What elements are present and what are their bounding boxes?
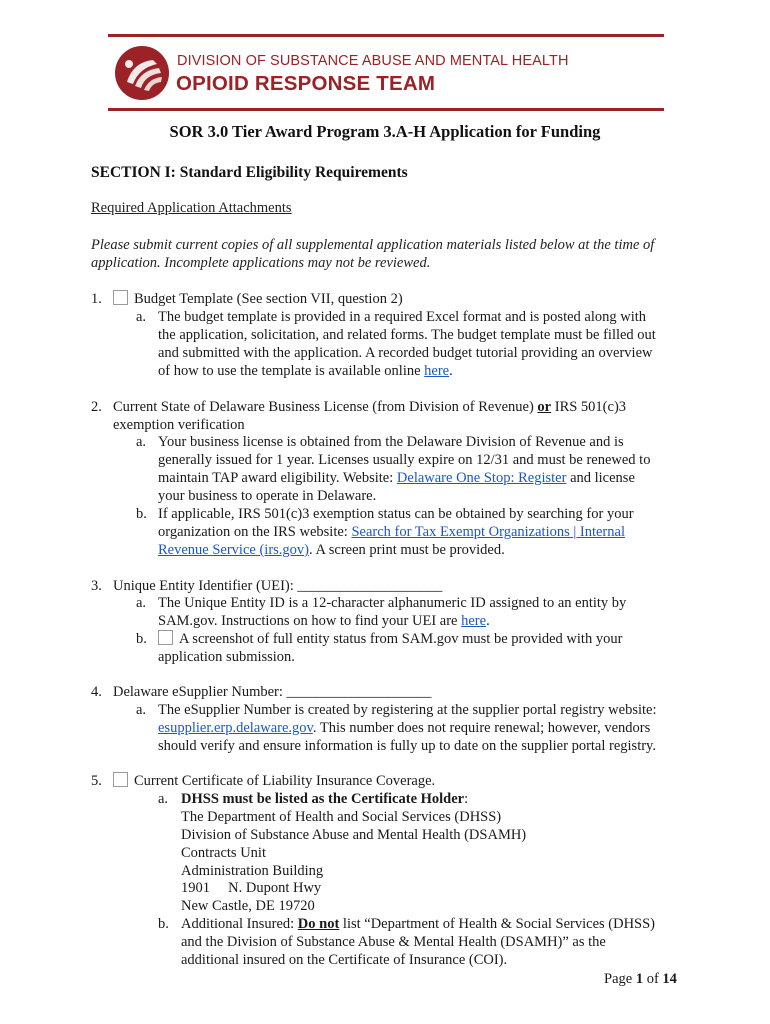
list-text: If applicable, IRS 501(c)3 exemption status can be obtained by searching for your	[158, 506, 634, 522]
list-text-segment: of how to use the template is available online	[158, 363, 425, 379]
page-number-footer	[604, 971, 677, 988]
budget-tutorial-link[interactable]: here	[424, 363, 450, 379]
budget-template-checkbox[interactable]	[113, 290, 128, 305]
list-text: application submission.	[158, 649, 295, 665]
item-number: 5.	[91, 773, 102, 789]
list-text	[158, 469, 635, 487]
item-title-segment: Current State of Delaware Business License (from Division of Revenue)	[113, 399, 538, 415]
item-title: Budget Template (See section VII, question 2)	[134, 291, 403, 307]
page-label: Page	[604, 971, 636, 987]
list-text-segment: .	[449, 363, 453, 379]
dsamh-logo-icon	[113, 44, 171, 102]
list-text: A screenshot of full entity status from SAM.gov must be provided with your	[179, 631, 623, 647]
header-team-name: OPIOID RESPONSE TEAM	[176, 72, 436, 95]
item-number: 4.	[91, 684, 102, 700]
insurance-certificate-checkbox[interactable]	[113, 772, 128, 787]
total-pages-number: 14	[662, 971, 677, 987]
list-text: the application, solicitation, and related forms. The budget template must be filled out	[158, 327, 656, 343]
list-text-segment: Additional Insured:	[181, 916, 298, 932]
list-text-segment: list “Department of Health & Social Services (DHSS)	[339, 916, 656, 932]
list-text: additional insured on the Certificate of Insurance (COI).	[181, 952, 508, 968]
esupplier-portal-link[interactable]: esupplier.erp.delaware.gov	[158, 720, 313, 736]
list-text	[181, 915, 655, 933]
header-bottom-rule	[108, 108, 664, 111]
list-text: should verify and ensure information is fully up to date on the supplier portal registry.	[158, 738, 656, 754]
address-line: 1901 N. Dupont Hwy	[181, 880, 322, 896]
list-text-segment: :	[464, 791, 469, 807]
list-text-segment: . A screen print must be provided.	[309, 542, 505, 558]
certificate-holder-heading	[181, 790, 468, 808]
list-text-segment: . This number does not require renewal; however, vendors	[312, 720, 651, 736]
list-text: The budget template is provided in a required Excel format and is posted along with	[158, 309, 647, 325]
intro-paragraph: Please submit current copies of all supplemental application materials listed below at the time of application. Incomplete applications may not be reviewed.	[91, 237, 655, 271]
delaware-one-stop-link[interactable]: Delaware One Stop: Register	[396, 470, 567, 486]
list-text	[158, 523, 625, 541]
or-emphasis: or	[537, 399, 552, 415]
subitem-label: a.	[136, 595, 147, 611]
certificate-holder-bold: DHSS must be listed as the Certificate Holder	[181, 791, 465, 807]
list-text: your business to operate in Delaware.	[158, 488, 377, 504]
subitem-label: b.	[136, 631, 147, 647]
list-text	[158, 612, 490, 630]
item-number: 1.	[91, 291, 102, 307]
irs-search-link-continued[interactable]: Revenue Service (irs.gov)	[158, 542, 309, 558]
uei-instructions-link[interactable]: here	[461, 613, 487, 629]
address-line: Division of Substance Abuse and Mental Health (DSAMH)	[181, 827, 527, 843]
document-title: SOR 3.0 Tier Award Program 3.A-H Application for Funding	[169, 122, 601, 141]
list-text-segment: .	[486, 613, 490, 629]
sam-screenshot-checkbox[interactable]	[158, 630, 173, 645]
attachments-heading: Required Application Attachments	[91, 200, 292, 216]
list-text	[158, 362, 453, 380]
address-line: The Department of Health and Social Services (DHSS)	[181, 809, 502, 825]
list-text: generally issued for 1 year. Licenses usually expire on 12/31 and must be renewed to	[158, 452, 651, 468]
uei-field-label: Unique Entity Identifier (UEI): ____________________	[113, 578, 443, 594]
subitem-label: a.	[158, 791, 169, 807]
list-text-segment: SAM.gov. Instructions on how to find your UEI are	[158, 613, 462, 629]
item-title	[113, 398, 626, 416]
address-line: Administration Building	[181, 863, 324, 879]
list-text: The Unique Entity ID is a 12-character alphanumeric ID assigned to an entity by	[158, 595, 627, 611]
list-text	[158, 719, 650, 737]
item-title-continued: exemption verification	[113, 417, 245, 433]
subitem-label: a.	[136, 702, 147, 718]
section-heading: SECTION I: Standard Eligibility Requirements	[91, 164, 408, 181]
esupplier-field-label: Delaware eSupplier Number: ____________________	[113, 684, 432, 700]
of-label: of	[643, 971, 663, 987]
do-not-emphasis: Do not	[297, 916, 340, 932]
list-text: and submitted with the application. A recorded budget tutorial providing an overview	[158, 345, 653, 361]
list-text: and the Division of Substance Abuse & Mental Health (DSAMH)” as the	[181, 934, 606, 950]
item-title: Current Certificate of Liability Insurance Coverage.	[134, 773, 436, 789]
list-text	[158, 541, 505, 559]
irs-search-link[interactable]: Search for Tax Exempt Organizations | Internal	[351, 524, 625, 540]
header-top-rule	[108, 34, 664, 37]
subitem-label: b.	[136, 506, 147, 522]
subitem-label: a.	[136, 309, 147, 325]
list-text: The eSupplier Number is created by registering at the supplier portal registry website:	[158, 702, 657, 718]
list-text: Your business license is obtained from the Delaware Division of Revenue and is	[158, 434, 624, 450]
current-page-number: 1	[635, 971, 644, 987]
subitem-label: a.	[136, 434, 147, 450]
subitem-label: b.	[158, 916, 169, 932]
address-line: New Castle, DE 19720	[181, 898, 315, 914]
item-number: 2.	[91, 399, 102, 415]
list-text-segment: organization on the IRS website:	[158, 524, 352, 540]
address-line: Contracts Unit	[181, 845, 266, 861]
header-division-name: DIVISION OF SUBSTANCE ABUSE AND MENTAL HEALTH	[177, 53, 569, 69]
item-number: 3.	[91, 578, 102, 594]
list-text-segment: and license	[566, 470, 635, 486]
list-text-segment: maintain TAP award eligibility. Website:	[158, 470, 397, 486]
item-title-segment: IRS 501(c)3	[551, 399, 627, 415]
